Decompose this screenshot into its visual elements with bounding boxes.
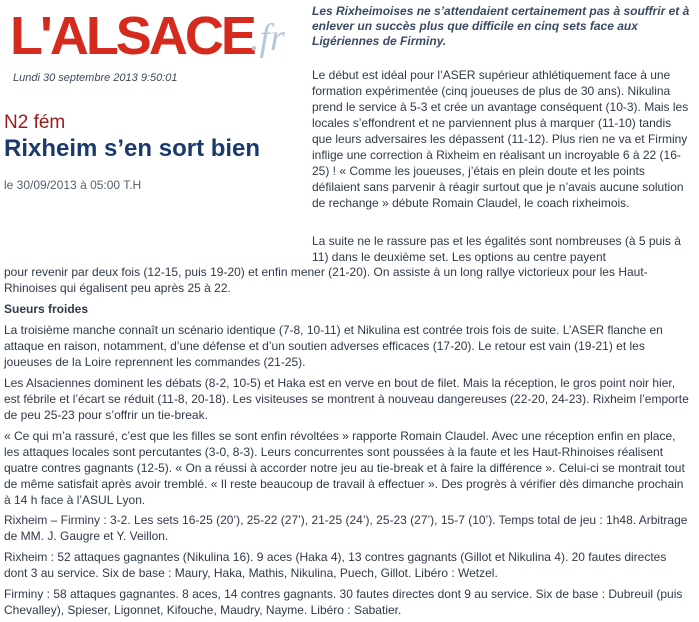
subheading: Sueurs froides bbox=[4, 302, 89, 316]
paragraph-2-continued: pour revenir par deux fois (12-15, puis 19-20) et enfin mener (21-20). On assiste à un long rallye victorieux pour les Haut-Rhinoises qui égalisent peu après 25 à 22. bbox=[4, 265, 648, 295]
paragraph-1: Le début est idéal pour l’ASER supérieur athlétiquement face à une formation expérimentée (cinq joueuses de plus de 30 ans). Nikulina prend le service à 5-3 et crée un avantage conséquent (10-3). Mais les locales s’effondrent et ne parviennent plus à marquer (11-10) tandis que leurs adversaires les dépassent (11-12). Plus rien ne va et Firminy inflige une correction à Rixheim en réalisant un incroyable 6 à 22 (16-25) ! « Comme les joueuses, j’étais en plein doute et les points défilaient sans parvenir à réagir surtout que je n’avais aucune solution de rechange » débute Romain Claudel, le coach rixheimois. bbox=[312, 68, 689, 210]
article-byline: le 30/09/2013 à 05:00 T.H bbox=[4, 178, 142, 192]
masthead bbox=[0, 0, 304, 94]
article-title: Rixheim s’en sort bien bbox=[4, 135, 261, 162]
paragraph-6: Rixheim – Firminy : 3-2. Les sets 16-25 (20’), 25-22 (27’), 21-25 (24’), 25-23 (27’), 15-7 (10’). Temps total de jeu : 1h48. Arbitrage de MM. J. Gaugre et Y. Veillon. bbox=[4, 513, 688, 543]
paragraph-3: La troisième manche connaît un scénario identique (7-8, 10-11) et Nikulina est contrée trois fois de suite. L’ASER flanche en attaque en raison, notamment, d’une défense et d’un soutien adverses efficaces (17-20). Le retour est vain (19-21) et les joueuses de la Loire reprennent les commandes (21-25). bbox=[4, 323, 663, 369]
paragraph-2-column: La suite ne le rassure pas et les égalités sont nombreuses (à 5 puis à 11) dans le deuxième set. Les options au centre payent bbox=[312, 234, 681, 264]
paragraph-7: Rixheim : 52 attaques gagnantes (Nikulina 16). 9 aces (Haka 4), 13 contres gagnants (Gillot et Nikulina 4). 20 fautes directes dont 3 au service. Six de base : Maury, Haka, Mathis, Nikulina, Puech, Gillot. Libéro : Wetzel. bbox=[4, 550, 667, 580]
logo-suffix: .fr bbox=[250, 17, 285, 59]
publication-date: Lundi 30 septembre 2013 9:50:01 bbox=[13, 72, 178, 84]
paragraph-5: « Ce qui m’a rassuré, c’est que les filles se sont enfin révoltées » rapporte Romain Claudel. Avec une réception enfin en place, les attaques locales sont percutantes (3-0, 8-3). Leurs concurrentes sont poussées à la faute et les Haut-Rhinoises réalisent quatre contres gagnants (12-5). « On a réussi à accorder notre jeu au tie-break et à faire la différence ». Celui-ci se montrait tout de même satisfait après avoir tremblé. « Il reste beaucoup de travail à effectuer ». Des progrès à vérifier dès dimanche prochain à 14 h face à l’ASUL Lyon. bbox=[4, 429, 685, 507]
paragraph-4: Les Alsaciennes dominent les débats (8-2, 10-5) et Haka est en verve en bout de filet. Mais la réception, le gros point noir hier, est fébrile et l’écart se réduit (11-8, 20-18). Les visiteuses se montrent à nouveau dangereuses (22-20, 24-23). Rixheim l’emporte de peu 25-23 pour s’offrir un tie-break. bbox=[4, 376, 689, 422]
paragraph-8: Firminy : 58 attaques gagnantes. 8 aces, 14 contres gagnants. 30 fautes directes dont 9 au service. Six de base : Dubreuil (puis Chevalley), Spieser, Ligonnet, Kifouche, Maudry, Nayme. Libéro : Sabatier. bbox=[4, 587, 683, 617]
article-lead: Les Rixheimoises ne s’attendaient certainement pas à souffrir et à enlever un succès plus que difficile en cinq sets face aux Ligériennes de Firminy. bbox=[312, 4, 690, 48]
section-label: N2 fém bbox=[4, 112, 66, 133]
site-logo[interactable] bbox=[10, 6, 300, 66]
logo-text: L'ALSACE bbox=[10, 6, 254, 66]
